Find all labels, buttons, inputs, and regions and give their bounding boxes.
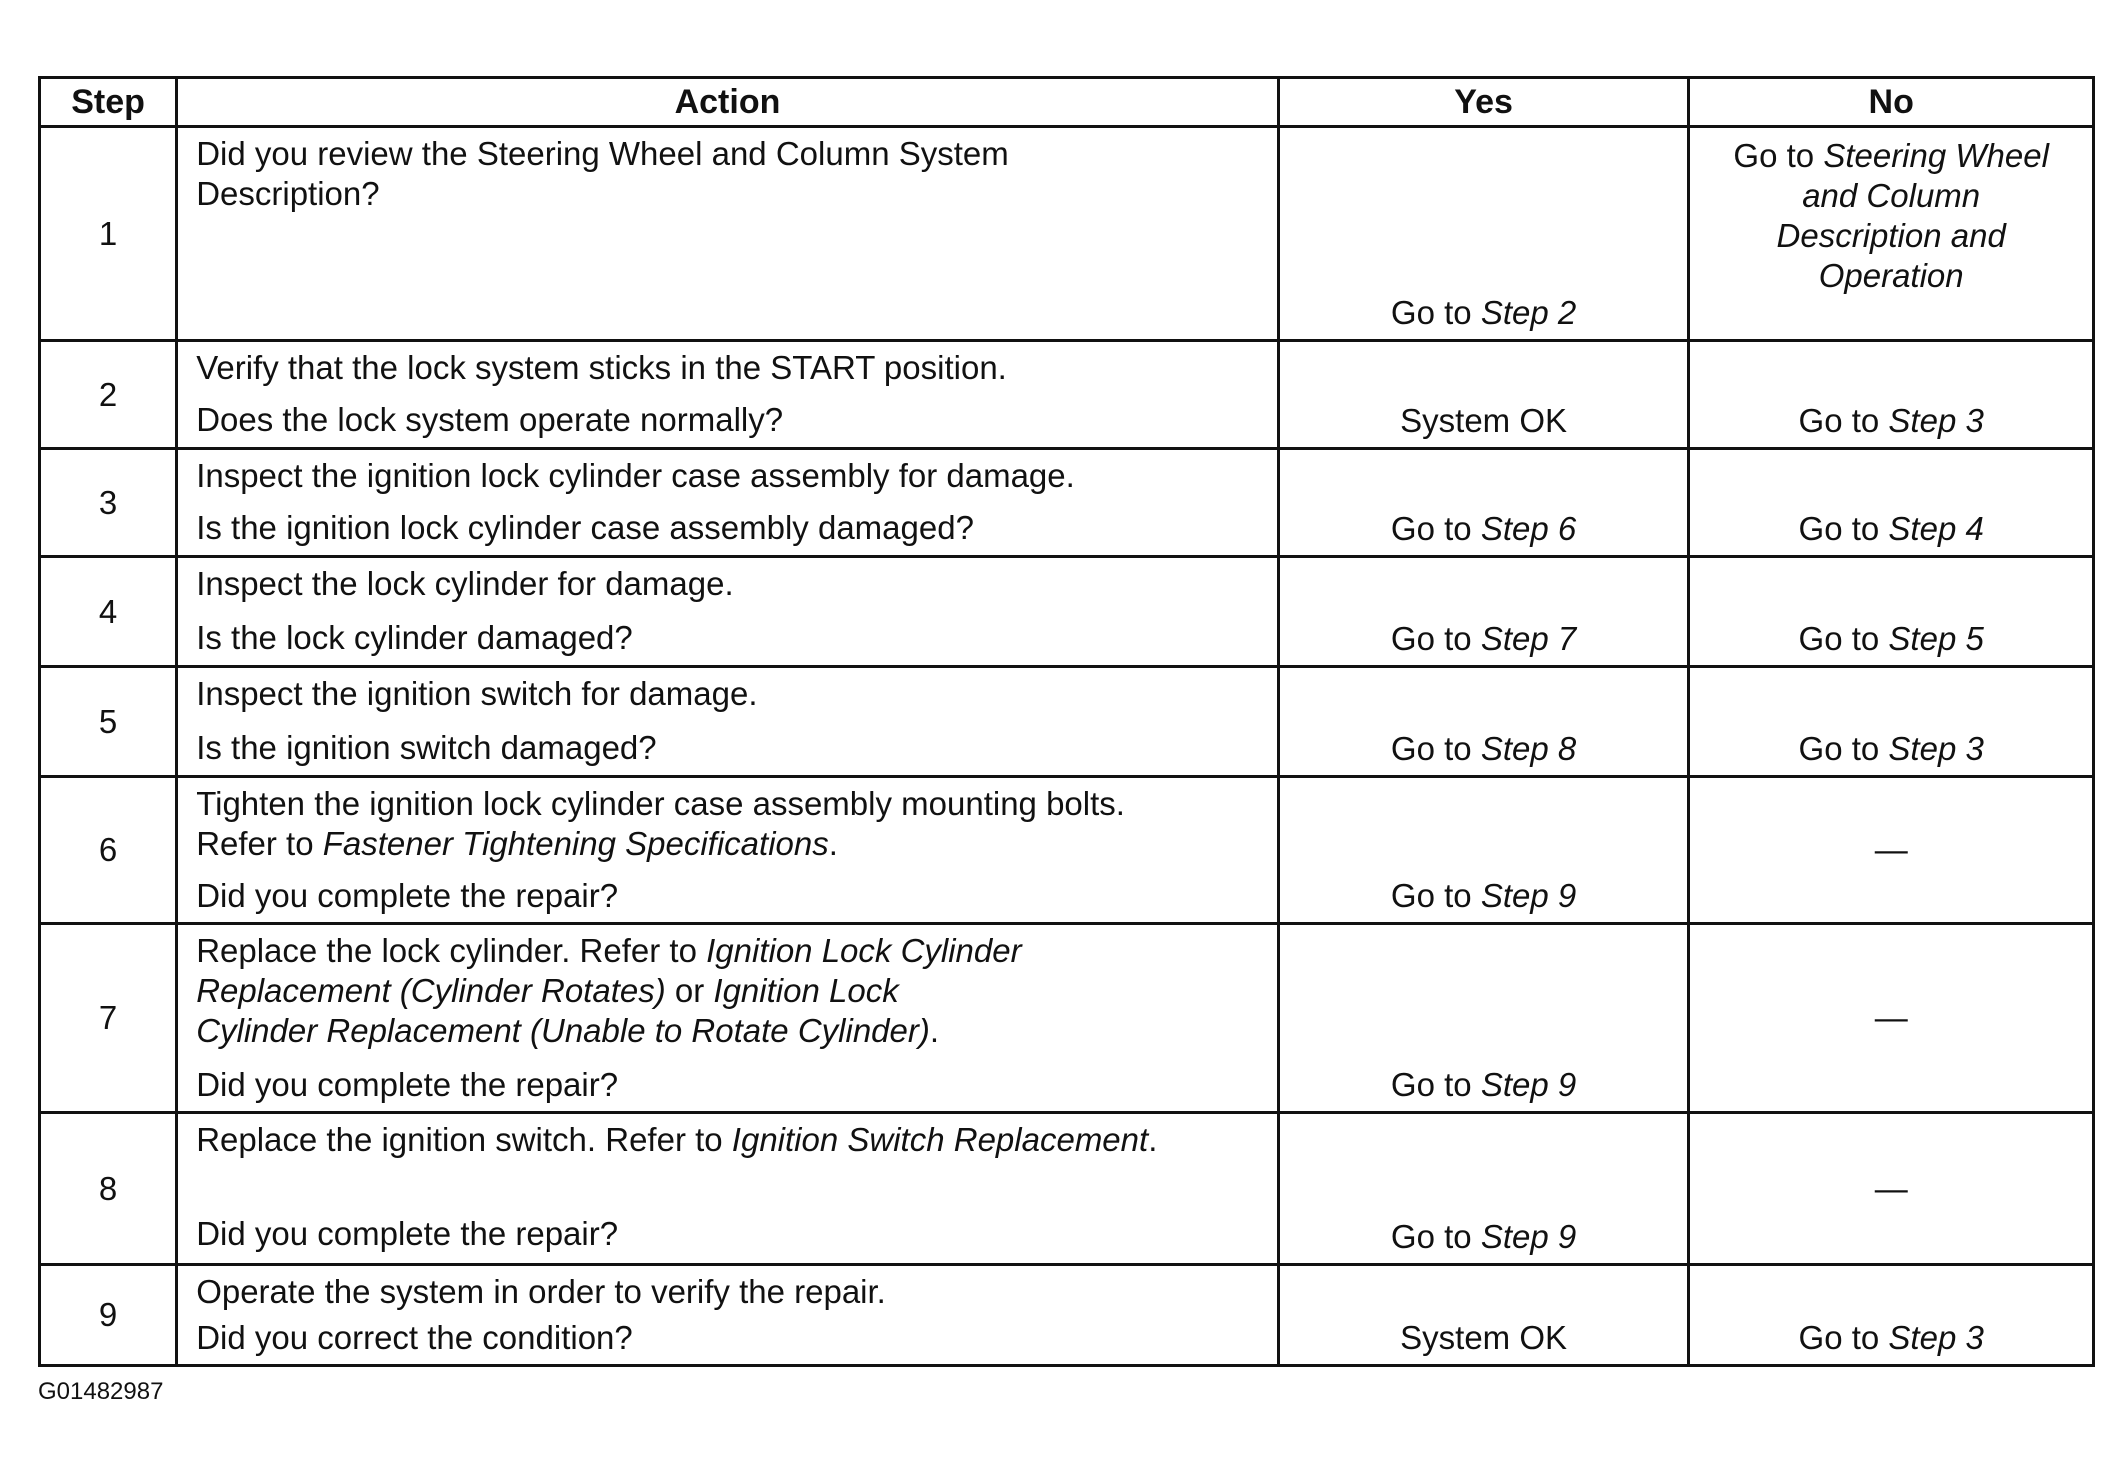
yes-prefix: Go to (1390, 1066, 1481, 1103)
yes-prefix: Go to (1390, 1218, 1481, 1255)
action-question: Is the ignition lock cylinder case assembly damaged? (196, 509, 974, 546)
yes-prefix: Go to (1390, 877, 1481, 914)
no-prefix: Go to (1798, 1319, 1889, 1356)
action-cell (177, 449, 1279, 557)
punctuation: . (929, 1012, 940, 1049)
yes-result: System OK (1400, 1319, 1568, 1356)
action-text: Description? (196, 175, 380, 212)
action-question: Did you complete the repair? (196, 1215, 619, 1252)
no-cell (1689, 127, 2094, 341)
no-prefix: Go to (1798, 402, 1889, 439)
action-cell (177, 924, 1279, 1113)
table-row (40, 777, 2094, 924)
action-question: Did you complete the repair? (196, 877, 619, 914)
yes-cell (1278, 924, 1689, 1113)
step-number: 6 (40, 777, 177, 924)
no-result (1690, 729, 2092, 769)
action-text: Verify that the lock system sticks in the START position. (196, 349, 1007, 386)
yes-step-link[interactable]: Step 9 (1480, 1066, 1577, 1103)
table-row (40, 1113, 2094, 1265)
no-cell (1689, 557, 2094, 667)
action-text (196, 931, 1259, 971)
yes-result (1280, 876, 1688, 916)
action-cell (177, 557, 1279, 667)
step-number: 2 (40, 341, 177, 449)
table-row (40, 557, 2094, 667)
yes-step-link[interactable]: Step 6 (1480, 510, 1577, 547)
refer-prefix: Refer to (196, 825, 323, 862)
reference-link[interactable]: Ignition Switch Replacement (731, 1121, 1149, 1158)
no-ref-link[interactable]: and Column (1802, 177, 1981, 214)
action-text: Inspect the lock cylinder for damage. (196, 565, 734, 602)
header-action: Action (177, 78, 1279, 127)
step-number: 8 (40, 1113, 177, 1265)
connector-text: or (665, 972, 714, 1009)
header-no: No (1689, 78, 2094, 127)
header-yes: Yes (1278, 78, 1689, 127)
no-result (1690, 509, 2092, 549)
reference-link[interactable]: Cylinder Replacement (Unable to Rotate Cylinder) (196, 1012, 930, 1049)
punctuation: . (828, 825, 838, 862)
action-text (196, 971, 1259, 1011)
no-result-dash: — (1874, 1169, 1908, 1207)
yes-result (1280, 1065, 1688, 1105)
yes-step-link[interactable]: Step 8 (1480, 730, 1577, 767)
no-ref-link[interactable]: Operation (1818, 257, 1964, 294)
action-cell (177, 1265, 1279, 1366)
action-text: Operate the system in order to verify the repair. (196, 1273, 886, 1310)
action-question: Did you complete the repair? (196, 1066, 619, 1103)
yes-cell (1278, 1265, 1689, 1366)
yes-step-link[interactable]: Step 7 (1480, 620, 1577, 657)
no-cell (1689, 1265, 2094, 1366)
action-cell (177, 1113, 1279, 1265)
action-question: Does the lock system operate normally? (196, 401, 784, 438)
yes-cell (1278, 1113, 1689, 1265)
no-prefix: Go to (1798, 730, 1889, 767)
no-prefix: Go to (1798, 620, 1889, 657)
yes-result: System OK (1400, 402, 1568, 439)
action-cell (177, 127, 1279, 341)
no-step-link[interactable]: Step 5 (1888, 620, 1984, 657)
yes-cell (1278, 341, 1689, 449)
refer-prefix: Replace the lock cylinder. Refer to (196, 932, 707, 969)
table-header-row (40, 78, 2094, 127)
yes-result (1280, 729, 1688, 769)
no-cell (1689, 1113, 2094, 1265)
step-number: 3 (40, 449, 177, 557)
no-result-dash: — (1874, 831, 1908, 868)
yes-prefix: Go to (1390, 294, 1481, 331)
step-number: 7 (40, 924, 177, 1113)
header-step: Step (40, 78, 177, 127)
yes-result (1280, 293, 1688, 333)
action-text: Tighten the ignition lock cylinder case assembly mounting bolts. (196, 785, 1125, 822)
action-cell (177, 341, 1279, 449)
action-question: Is the ignition switch damaged? (196, 729, 657, 766)
yes-result (1280, 509, 1688, 549)
action-question: Did you correct the condition? (196, 1319, 633, 1356)
no-step-link[interactable]: Step 3 (1888, 730, 1984, 767)
reference-link[interactable]: Fastener Tightening Specifications (322, 825, 829, 862)
figure-id: G01482987 (38, 1378, 164, 1405)
action-text (196, 1011, 1259, 1051)
yes-cell (1278, 667, 1689, 777)
reference-link[interactable]: Replacement (Cylinder Rotates) (196, 972, 666, 1009)
no-ref-link[interactable]: Steering Wheel (1823, 137, 2049, 174)
punctuation: . (1148, 1121, 1158, 1158)
no-cell (1689, 924, 2094, 1113)
step-number: 5 (40, 667, 177, 777)
yes-prefix: Go to (1390, 510, 1481, 547)
no-step-link[interactable]: Step 3 (1888, 1319, 1984, 1356)
yes-step-link[interactable]: Step 2 (1480, 294, 1577, 331)
yes-cell (1278, 777, 1689, 924)
no-step-link[interactable]: Step 4 (1888, 510, 1984, 547)
no-result (1690, 401, 2092, 441)
action-text: Inspect the ignition lock cylinder case assembly for damage. (196, 457, 1075, 494)
action-text (196, 824, 1259, 864)
yes-result (1280, 619, 1688, 659)
no-cell (1689, 341, 2094, 449)
action-text: Did you review the Steering Wheel and Column System (196, 135, 1009, 172)
no-result (1690, 136, 2092, 296)
action-cell (177, 667, 1279, 777)
no-result (1690, 1318, 2092, 1358)
yes-step-link[interactable]: Step 9 (1480, 1218, 1577, 1255)
no-cell (1689, 449, 2094, 557)
no-result (1690, 619, 2092, 659)
action-cell (177, 777, 1279, 924)
no-cell (1689, 667, 2094, 777)
no-cell (1689, 777, 2094, 924)
action-text (196, 1120, 1259, 1160)
yes-prefix: Go to (1390, 620, 1481, 657)
no-prefix: Go to (1733, 137, 1824, 174)
yes-prefix: Go to (1390, 730, 1481, 767)
table-row (40, 667, 2094, 777)
reference-link[interactable]: Ignition Lock Cylinder (706, 932, 1022, 969)
diagnostic-table (38, 76, 2095, 1367)
yes-cell (1278, 557, 1689, 667)
no-prefix: Go to (1798, 510, 1889, 547)
yes-cell (1278, 449, 1689, 557)
refer-prefix: Replace the ignition switch. Refer to (196, 1121, 732, 1158)
table-row (40, 341, 2094, 449)
no-step-link[interactable]: Step 3 (1888, 402, 1984, 439)
table-row (40, 449, 2094, 557)
table-row (40, 1265, 2094, 1366)
table-row (40, 924, 2094, 1113)
action-question: Is the lock cylinder damaged? (196, 619, 633, 656)
yes-step-link[interactable]: Step 9 (1480, 877, 1577, 914)
yes-cell (1278, 127, 1689, 341)
yes-result (1280, 1217, 1688, 1257)
table-row (40, 127, 2094, 341)
step-number: 4 (40, 557, 177, 667)
no-ref-link[interactable]: Description and (1776, 217, 2006, 254)
action-text: Inspect the ignition switch for damage. (196, 675, 758, 712)
step-number: 9 (40, 1265, 177, 1366)
reference-link[interactable]: Ignition Lock (713, 972, 899, 1009)
no-result-dash: — (1874, 999, 1908, 1036)
step-number: 1 (40, 127, 177, 341)
